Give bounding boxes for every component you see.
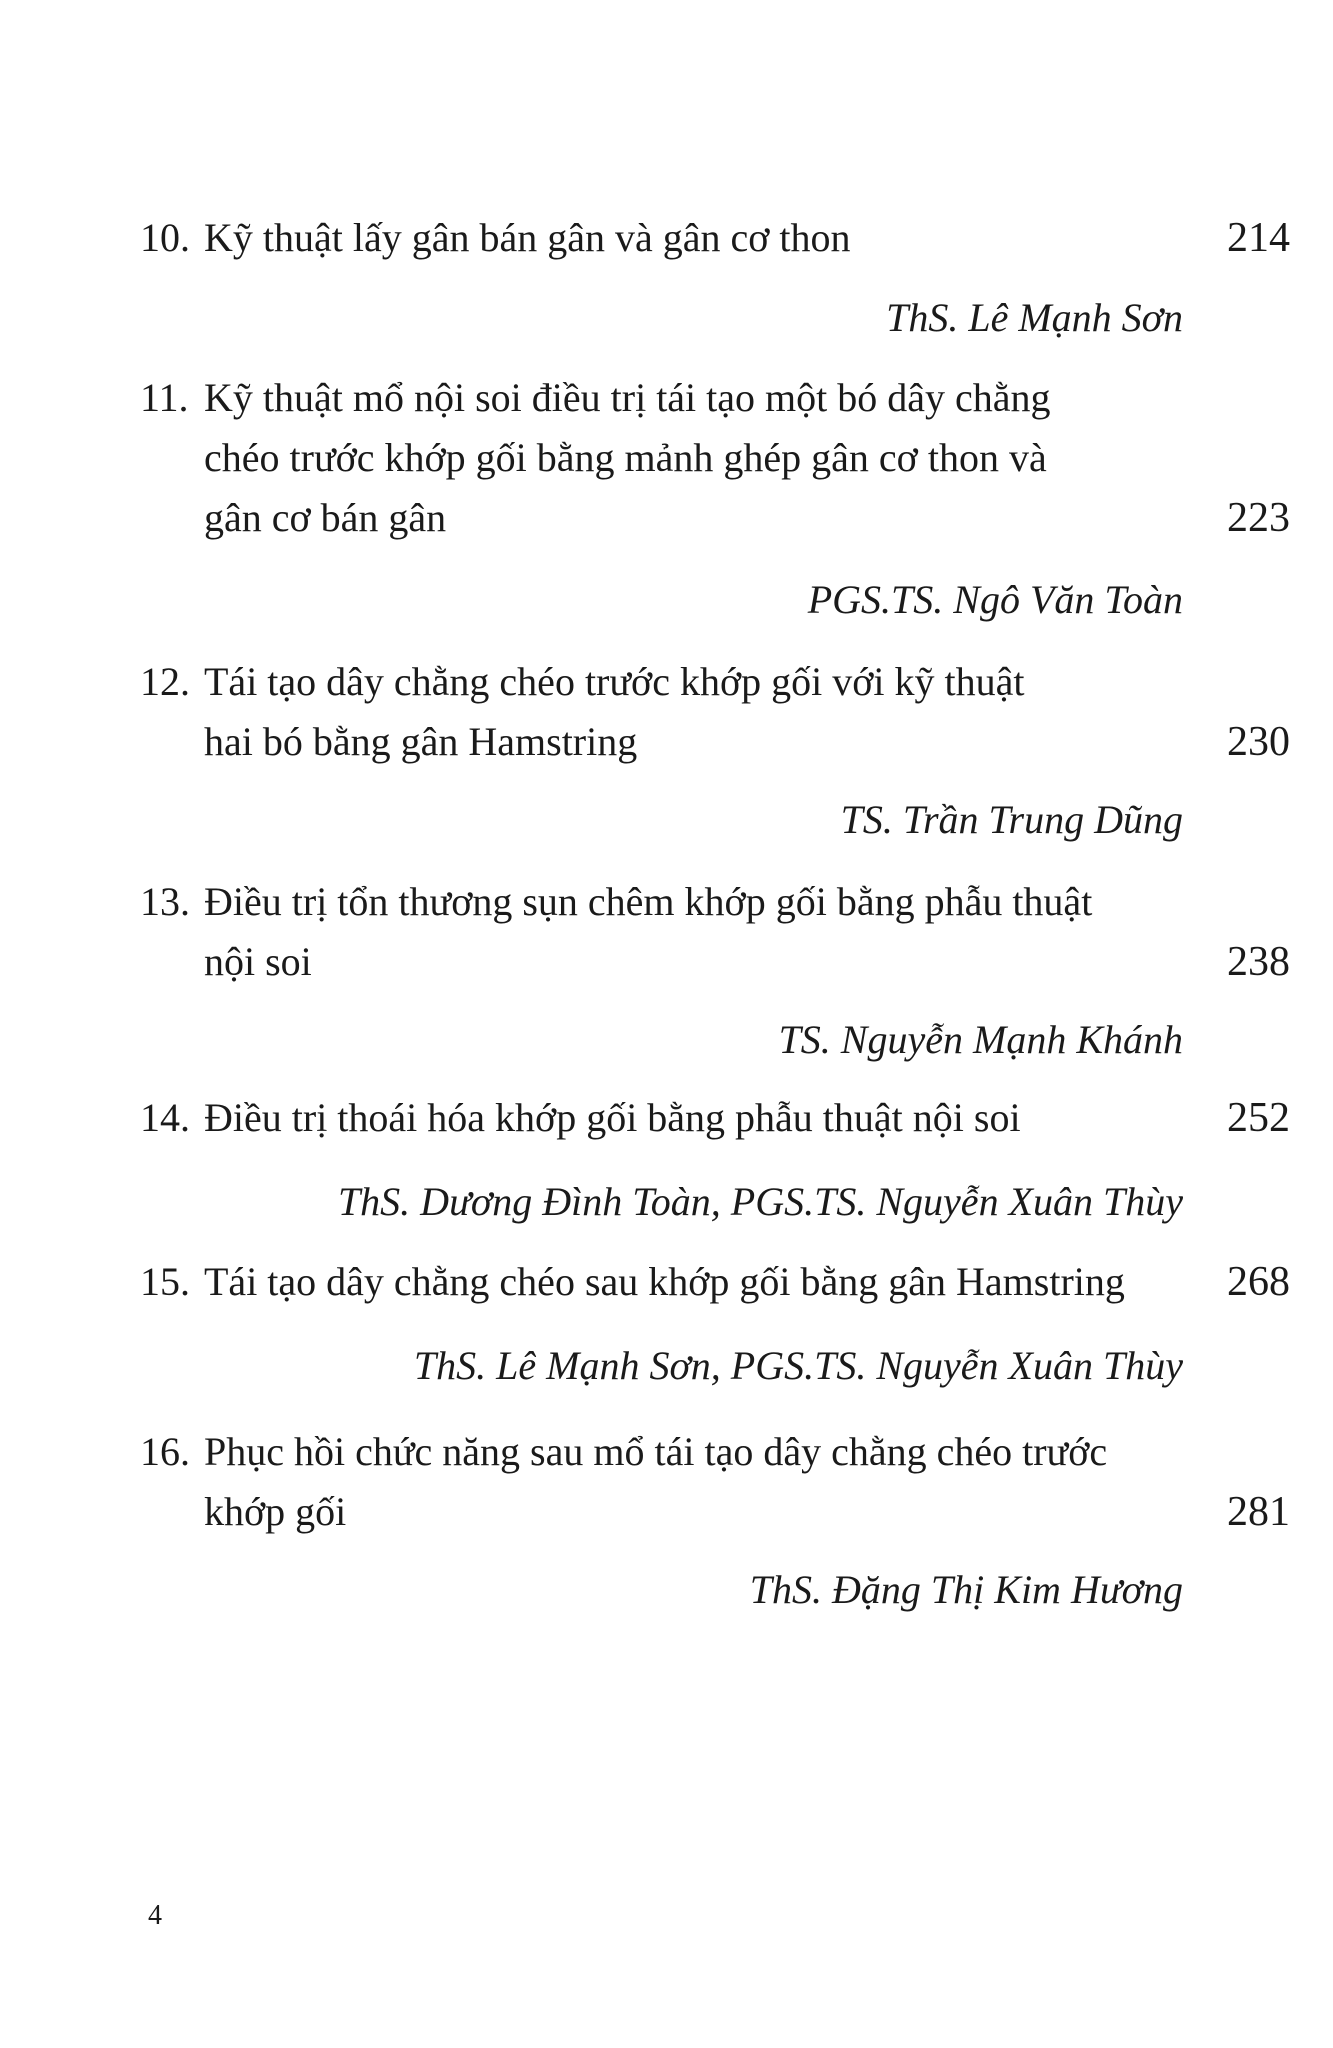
entry-page-number: 214 bbox=[1227, 215, 1290, 261]
entry-page-number: 268 bbox=[1227, 1259, 1290, 1305]
entry-author: ThS. Đặng Thị Kim Hương bbox=[749, 1567, 1183, 1612]
entry-title bbox=[140, 652, 1290, 772]
entry-number: 15. bbox=[140, 1259, 190, 1304]
entry-title-line: Kỹ thuật mổ nội soi điều trị tái tạo một bó dây chằng bbox=[204, 375, 1051, 420]
entry-title bbox=[140, 872, 1290, 992]
entry-title-line: Phục hồi chức năng sau mổ tái tạo dây chằng chéo trước bbox=[204, 1429, 1108, 1474]
folio-page-number: 4 bbox=[148, 1900, 162, 1931]
toc-entry bbox=[140, 1422, 1290, 1542]
entry-number: 13. bbox=[140, 879, 190, 924]
entry-author: TS. Nguyễn Mạnh Khánh bbox=[778, 1017, 1183, 1062]
entry-author: ThS. Lê Mạnh Sơn, PGS.TS. Nguyễn Xuân Thùy bbox=[413, 1343, 1183, 1388]
entry-title-line: gân cơ bán gân bbox=[204, 495, 447, 540]
entry-page-number: 223 bbox=[1227, 495, 1290, 541]
entry-title-line: khớp gối bbox=[204, 1489, 347, 1534]
entry-author: ThS. Lê Mạnh Sơn bbox=[886, 295, 1183, 340]
entry-title-line: Điều trị tổn thương sụn chêm khớp gối bằng phẫu thuật bbox=[204, 879, 1093, 924]
entry-number: 14. bbox=[140, 1095, 190, 1140]
entry-title-line: hai bó bằng gân Hamstring bbox=[204, 719, 638, 764]
entry-title-line: Tái tạo dây chằng chéo sau khớp gối bằng gân Hamstring bbox=[204, 1259, 1125, 1304]
entry-title bbox=[140, 1088, 1290, 1148]
toc-entry bbox=[140, 872, 1290, 992]
entry-page-number: 252 bbox=[1227, 1095, 1290, 1141]
entry-title-line: nội soi bbox=[204, 939, 312, 984]
entry-author: TS. Trần Trung Dũng bbox=[840, 797, 1183, 842]
entry-title-line: Điều trị thoái hóa khớp gối bằng phẫu thuật nội soi bbox=[204, 1095, 1021, 1140]
toc-entry bbox=[140, 1088, 1290, 1148]
toc-entry bbox=[140, 368, 1290, 548]
entry-title bbox=[140, 1252, 1290, 1312]
entry-title bbox=[140, 208, 1290, 268]
entry-number: 12. bbox=[140, 659, 190, 704]
entry-number: 11. bbox=[140, 375, 189, 420]
entry-title bbox=[140, 1422, 1290, 1542]
toc-entry bbox=[140, 208, 1290, 268]
entry-author: PGS.TS. Ngô Văn Toàn bbox=[807, 577, 1183, 622]
entry-title bbox=[140, 368, 1290, 548]
entry-title-line: Kỹ thuật lấy gân bán gân và gân cơ thon bbox=[204, 215, 851, 260]
entry-number: 16. bbox=[140, 1429, 190, 1474]
toc-entry bbox=[140, 652, 1290, 772]
toc-entry bbox=[140, 1252, 1290, 1312]
entry-title-line: chéo trước khớp gối bằng mảnh ghép gân cơ thon và bbox=[204, 435, 1047, 480]
entry-page-number: 230 bbox=[1227, 719, 1290, 765]
entry-page-number: 281 bbox=[1227, 1489, 1290, 1535]
entry-author: ThS. Dương Đình Toàn, PGS.TS. Nguyễn Xuân Thùy bbox=[337, 1179, 1183, 1224]
entry-title-line: Tái tạo dây chằng chéo trước khớp gối với kỹ thuật bbox=[204, 659, 1025, 704]
entry-number: 10. bbox=[140, 215, 190, 260]
entry-page-number: 238 bbox=[1227, 939, 1290, 985]
